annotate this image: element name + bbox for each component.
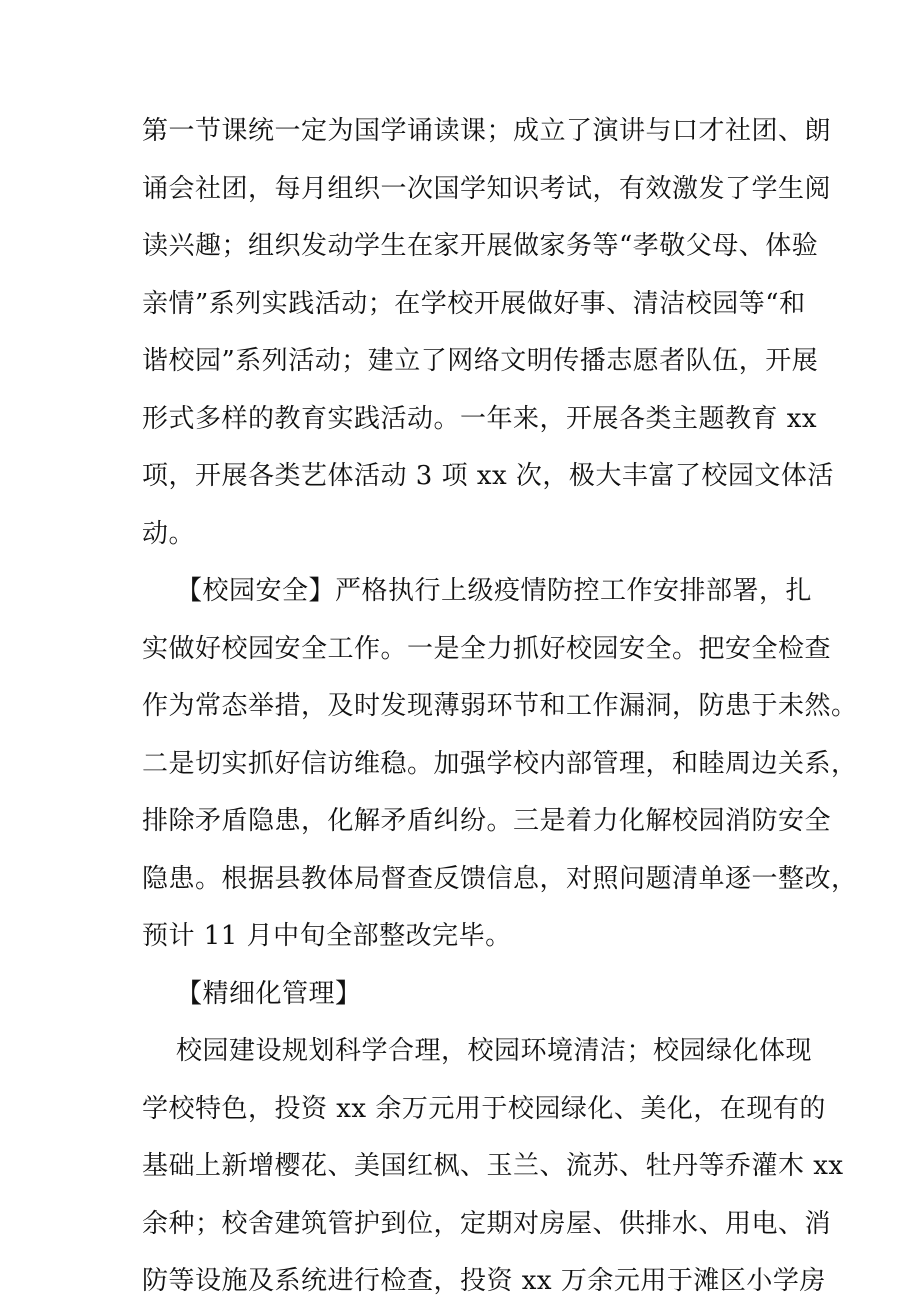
text-line: 项，开展各类艺体活动 3 项 xx 次，极大丰富了校园文体活 [142, 461, 834, 491]
text-line: 形式多样的教育实践活动。一年来，开展各类主题教育 xx [142, 404, 818, 434]
text-line: 亲情”系列实践活动；在学校开展做好事、清洁校园等“和 [142, 289, 806, 319]
text-line: 实做好校园安全工作。一是全力抓好校园安全。把安全检查 [142, 634, 832, 664]
section-heading: 【精细化管理】 [176, 979, 362, 1009]
text-line: 诵会社团，每月组织一次国学知识考试，有效激发了学生阅 [142, 174, 832, 204]
text-line: 校园建设规划科学合理，校园环境清洁；校园绿化体现 [176, 1036, 813, 1066]
text-line: 二是切实抓好信访维稳。加强学校内部管理，和睦周边关系， [142, 749, 858, 779]
text-line: 隐患。根据县教体局督查反馈信息，对照问题清单逐一整改， [142, 864, 858, 894]
text-line: 预计 11 月中旬全部整改完毕。 [142, 921, 512, 951]
text-line: 动。 [142, 519, 196, 549]
text-line: 余种；校舍建筑管护到位，定期对房屋、供排水、用电、消 [142, 1209, 832, 1239]
section-heading-line: 【校园安全】严格执行上级疫情防控工作安排部署，扎 [176, 576, 813, 606]
text-line: 谐校园”系列活动；建立了网络文明传播志愿者队伍，开展 [142, 346, 819, 376]
text-line: 防等设施及系统进行检查，投资 xx 万余元用于滩区小学房 [142, 1266, 826, 1296]
text-line: 作为常态举措，及时发现薄弱环节和工作漏洞，防患于未然。 [142, 691, 858, 721]
text-line: 基础上新增樱花、美国红枫、玉兰、流苏、牡丹等乔灌木 xx [142, 1151, 844, 1181]
text-line: 学校特色，投资 xx 余万元用于校园绿化、美化，在现有的 [142, 1094, 826, 1124]
text-line: 第一节课统一定为国学诵读课；成立了演讲与口才社团、朗 [142, 116, 832, 146]
text-line: 读兴趣；组织发动学生在家开展做家务等“孝敬父母、体验 [142, 231, 819, 261]
text-line: 排除矛盾隐患，化解矛盾纠纷。三是着力化解校园消防安全 [142, 806, 832, 836]
